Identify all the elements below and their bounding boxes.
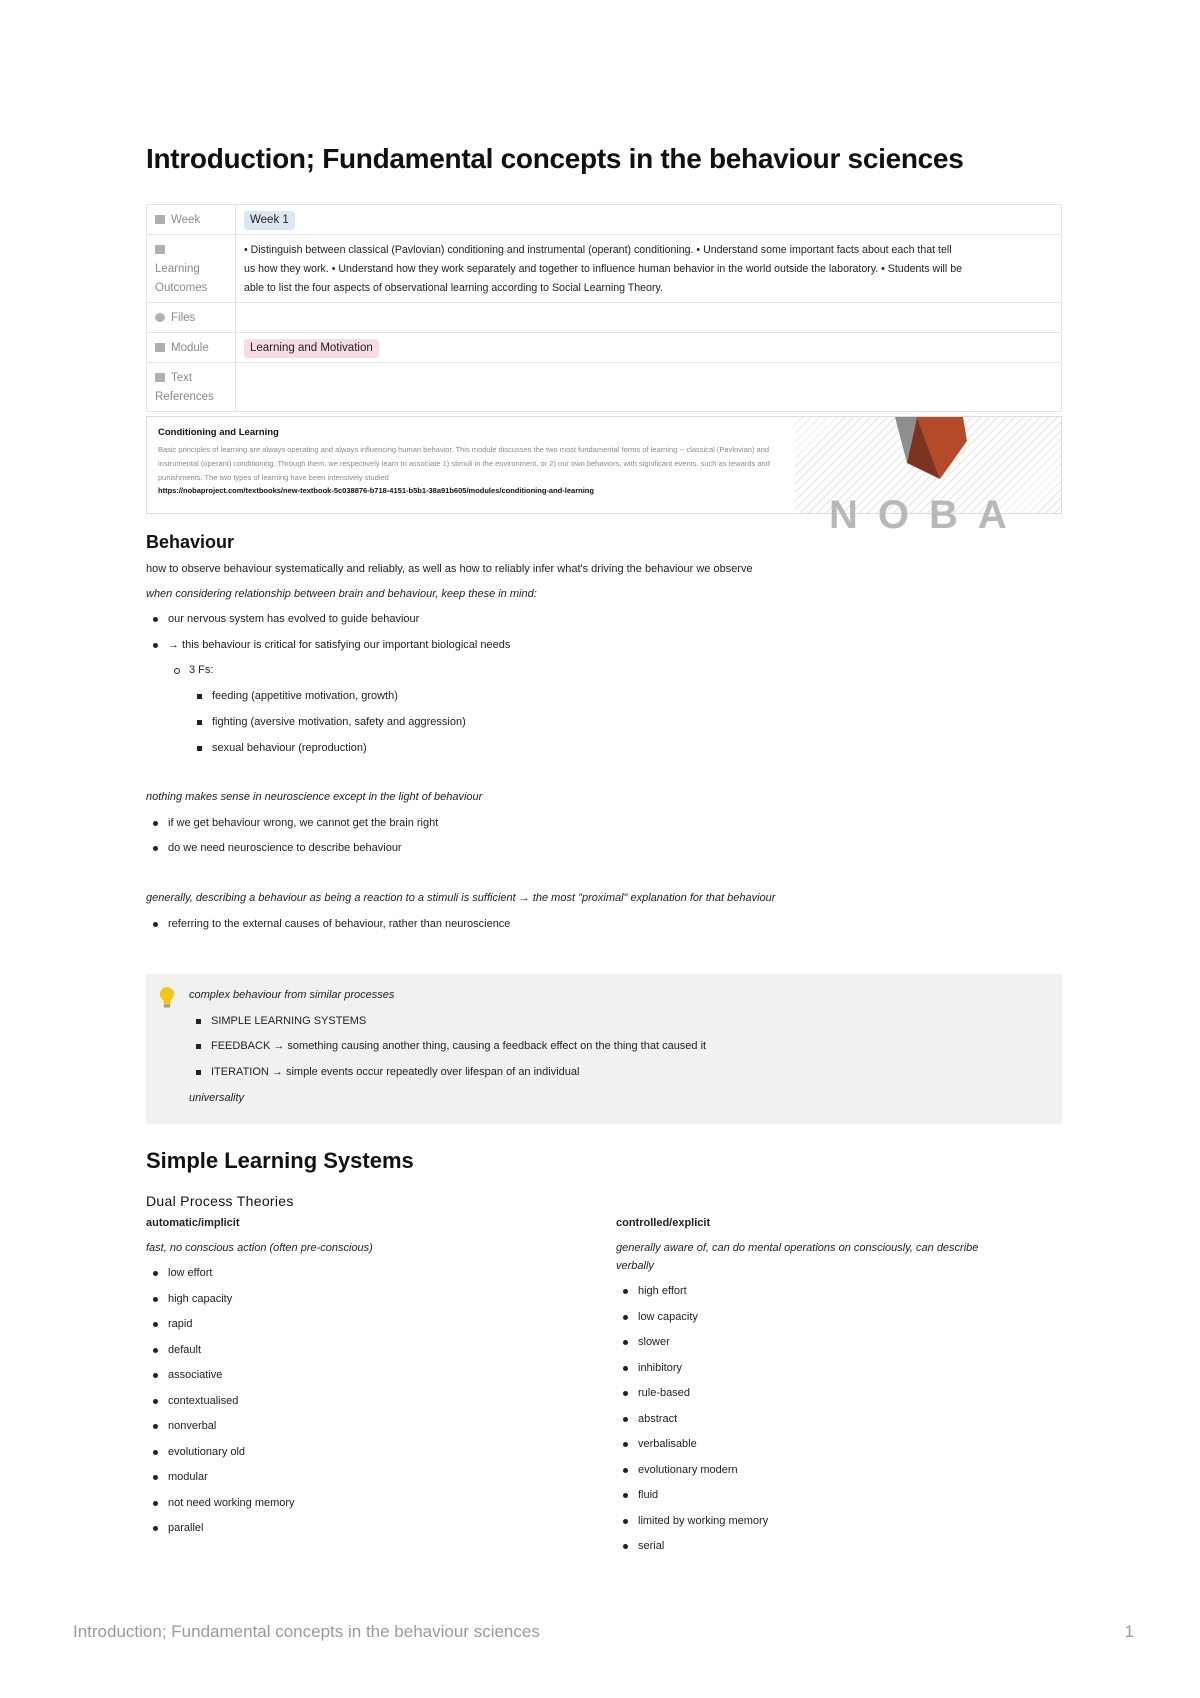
callout-item-desc: → simple events occur repeatedly over lifespan of an individual: [268, 1066, 580, 1078]
callout-item-term: ITERATION: [211, 1066, 269, 1078]
column-desc-right: generally aware of, can do mental operations on consciously, can describe: [616, 1242, 979, 1254]
property-name-learning: Learning: [155, 263, 200, 275]
callout-item: SIMPLE LEARNING SYSTEMS: [211, 1015, 367, 1027]
column-title-left: automatic/implicit: [146, 1217, 240, 1229]
callout-heading: complex behaviour from similar processes: [189, 989, 395, 1001]
list-item: referring to the external causes of behaviour, rather than neuroscience: [168, 918, 511, 930]
list-item: contextualised: [168, 1394, 239, 1407]
module-tag[interactable]: Learning and Motivation: [244, 339, 379, 358]
list-item: fluid: [638, 1489, 659, 1501]
list-item: inhibitory: [638, 1361, 683, 1374]
list-item: limited by working memory: [638, 1514, 769, 1527]
property-name-text: Text: [171, 372, 193, 384]
noba-logo-image: [795, 417, 1061, 537]
property-name-files: Files: [171, 312, 196, 324]
heading-behaviour: Behaviour: [146, 532, 235, 552]
learning-outcomes-line: • Distinguish between classical (Pavlovian) conditioning and instrumental (operant) conditioning. • Understand some important facts about each that tell: [244, 244, 952, 256]
list-icon: [155, 343, 165, 352]
property-name-week: Week: [171, 214, 201, 226]
property-row-text-references: [147, 363, 1062, 412]
list-item: nonverbal: [168, 1420, 217, 1432]
property-name-outcomes: Outcomes: [155, 282, 208, 294]
list-item: fighting (aversive motivation, safety and aggression): [212, 716, 466, 728]
property-row-module: [147, 333, 1062, 363]
list-item: high capacity: [168, 1292, 233, 1305]
list-item: modular: [168, 1471, 208, 1483]
property-row-week: [147, 205, 1062, 235]
learning-outcomes-line: us how they work. • Understand how they work separately and together to influence human behavior in the world outside the laboratory. • Students will be: [244, 263, 962, 275]
list-item: high effort: [638, 1285, 687, 1297]
calendar-icon: [155, 215, 165, 224]
list-item: → this behaviour is critical for satisfying our important biological needs: [168, 639, 511, 651]
callout-item: [211, 1039, 706, 1054]
lightbulb-icon: [158, 986, 176, 1008]
heading-dual-process: Dual Process Theories: [146, 1193, 294, 1209]
column-desc-right-2: verbally: [616, 1260, 654, 1272]
callout-box: [146, 974, 1062, 1124]
week-tag[interactable]: Week 1: [244, 211, 295, 230]
list-item: sexual behaviour (reproduction): [212, 742, 367, 754]
files-value[interactable]: [236, 303, 1062, 333]
list-item: rule-based: [638, 1387, 690, 1399]
page-title: Introduction; Fundamental concepts in the behaviour sciences: [146, 143, 964, 174]
property-row-files: [147, 303, 1062, 333]
list-item: do we need neuroscience to describe behaviour: [168, 842, 402, 854]
list-item: low effort: [168, 1267, 213, 1279]
text-references-value[interactable]: [236, 363, 1062, 412]
list-item: feeding (appetitive motivation, growth): [212, 690, 398, 702]
property-row-learning-outcomes: [147, 235, 1062, 303]
list-item: serial: [638, 1540, 665, 1552]
list-item: verbalisable: [638, 1438, 697, 1450]
callout-item: [211, 1065, 579, 1080]
property-name-module: Module: [171, 342, 209, 354]
behaviour-generally: generally, describing a behaviour as being a reaction to a stimuli is sufficient → the most "proximal" explanation for that behaviour: [146, 892, 776, 904]
callout-item-desc: → something causing another thing, causing a feedback effect on the thing that caused it: [270, 1040, 707, 1052]
list-item: rapid: [168, 1318, 193, 1330]
footer-title: Introduction; Fundamental concepts in the behaviour sciences: [73, 1622, 540, 1641]
learning-outcomes-line: able to list the four aspects of observational learning according to Social Learning Theory.: [244, 282, 663, 294]
web-bookmark[interactable]: [146, 416, 1062, 537]
text-icon: [155, 373, 165, 382]
bookmark-url[interactable]: https://nobaproject.com/textbooks/new-textbook-5c038876-b718-4151-b5b1-38a91b605/modules/conditioning-and-learning: [158, 486, 594, 495]
paperclip-icon: [155, 313, 165, 322]
list-item: parallel: [168, 1522, 204, 1534]
behaviour-intro: how to observe behaviour systematically and reliably, as well as how to reliably infer what's driving the behaviour we observe: [146, 563, 753, 575]
list-item: if we get behaviour wrong, we cannot get the brain right: [168, 817, 439, 829]
callout-footer: universality: [189, 1092, 245, 1104]
list-item: evolutionary old: [168, 1445, 246, 1458]
properties-table: [146, 204, 1062, 412]
list-item: our nervous system has evolved to guide behaviour: [168, 613, 420, 625]
behaviour-consider: when considering relationship between brain and behaviour, keep these in mind:: [146, 588, 537, 600]
list-item: default: [168, 1343, 202, 1356]
list-item: slower: [638, 1336, 670, 1348]
column-title-right: controlled/explicit: [616, 1217, 711, 1229]
behaviour-nothing: nothing makes sense in neuroscience except in the light of behaviour: [146, 791, 483, 803]
bookmark-description: Basic principles of learning are always operating and always influencing human behavior. This module discusses the two most fundamental forms of learning -- classical (Pavlovian) and instrumental (operant) conditioning. Through them, we respectively learn to associate 1) stimuli in the environment, or 2) our own behaviors, with significant events, such as rewards and punishments. The two types of learning have been intensively studied: [158, 445, 770, 482]
list-item: 3 Fs:: [189, 664, 214, 676]
callout-item-term: FEEDBACK: [211, 1040, 271, 1052]
bookmark-title: Conditioning and Learning: [158, 427, 279, 438]
property-name-references: References: [155, 391, 214, 403]
bookmark-logo-text: NOBA: [829, 493, 1027, 537]
list-item: abstract: [638, 1412, 678, 1425]
list-item: evolutionary modern: [638, 1463, 738, 1476]
column-desc-left: fast, no conscious action (often pre-conscious): [146, 1242, 373, 1254]
list-item: associative: [168, 1369, 223, 1381]
heading-simple-learning-systems: Simple Learning Systems: [146, 1148, 414, 1173]
list-item: not need working memory: [168, 1496, 295, 1509]
page-number: 1: [1124, 1622, 1134, 1641]
text-icon: [155, 245, 165, 254]
list-item: low capacity: [638, 1310, 698, 1323]
